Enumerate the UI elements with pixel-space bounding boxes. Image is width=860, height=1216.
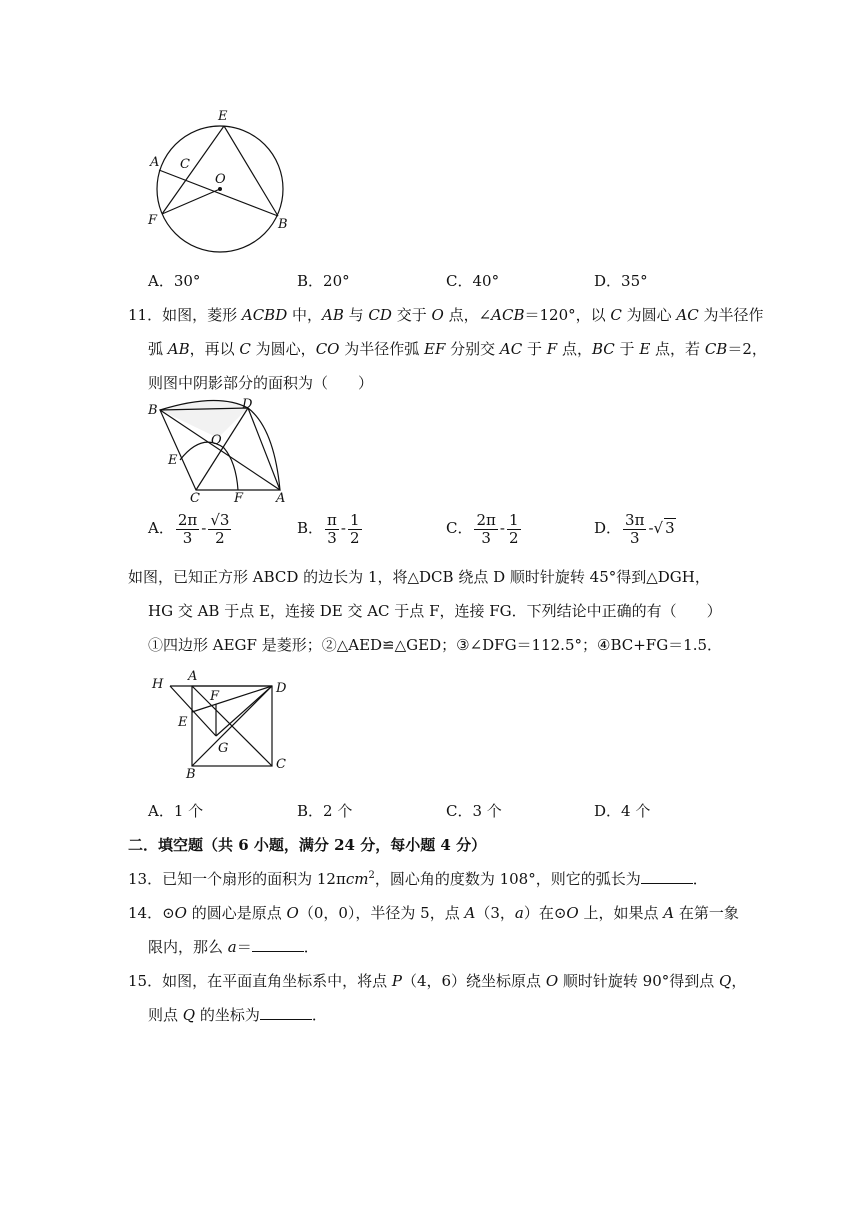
q10-label-O: O [215,172,226,187]
q13-answer-blank[interactable] [641,869,693,884]
q12-label-B: B [186,767,196,780]
q12-label-A: A [188,669,198,684]
q12-figure [146,668,296,780]
q11-label-F: F [234,491,244,504]
q12-label-D: D [276,681,287,696]
q10-center-dot [218,187,222,191]
q15-answer-blank[interactable] [260,1005,312,1020]
q11-label-B: B [148,403,158,418]
q10-label-B: B [278,217,288,232]
q10-option-d: D．35° [594,272,648,290]
q12-segment-GD [216,686,272,736]
q12-option-a: A．1 个 [148,802,204,820]
q11-line-2: 弧 AB，再以 C 为圆心，CO 为半径作弧 EF 分别交 AC 于 F 点，BC 于 E 点，若 CB＝2， [148,340,767,358]
q13-line: 13．已知一个扇形的面积为 12πcm$^2$，圆心角的度数为 108°，则它的弧长为 ． [128,870,708,888]
q11-line-1: 11．如图，菱形 ACBD 中，AB 与 CD 交于 O 点，∠ACB＝120°，以 C 为圆心 AC 为半径作 [128,306,764,324]
q11-option-b: B． $\frac{\pi}{3}$ - $\frac{1}{2}$ [297,511,360,547]
q12-line-2: HG 交 AB 于点 E，连接 DE 交 AC 于点 F，连接 FG．下列结论中正确的有（ ） [148,602,722,620]
q12-line-1: 如图，已知正方形 ABCD 的边长为 1，将△DCB 绕点 D 顺时针旋转 45°得到△DGH， [128,568,710,586]
q11-number: 11． [128,306,163,324]
q11-option-a: A． $\frac{2\pi}{3}$ - $\frac{√3}{2}$ [148,511,230,547]
q12-label-E: E [178,715,188,730]
q12-line-3: ①四边形 AEGF 是菱形；②△AED≌△GED；③∠DFG＝112.5°；④BC+FG＝1.5． [148,636,723,654]
q12-segment-DE [192,686,272,712]
q10-label-F: F [148,213,158,228]
q11-shaded-region [160,401,248,438]
q11-label-C: C [190,491,200,504]
q10-figure [140,104,300,264]
q15-line-1: 15．如图，在平面直角坐标系中，将点 P（4，6）绕坐标原点 O 顺时针旋转 90°得到点 Q， [128,972,747,990]
q11-arc-EF [180,442,238,490]
q10-segment-EB [224,126,278,216]
q11-label-E: E [168,453,178,468]
section-2-heading: 二．填空题（共 6 小题，满分 24 分，每小题 4 分） [128,836,487,854]
q10-option-c: C．40° [446,272,500,290]
q10-options [0,270,860,294]
q12-option-c: C．3 个 [446,802,502,820]
q11-option-d: D． $\frac{3\pi}{3}$ -√ 3 [594,511,675,547]
q15-line-2: 则点 Q 的坐标为 ． [148,1006,327,1024]
q12-label-H: H [152,677,164,692]
q12-option-b: B．2 个 [297,802,353,820]
q12-option-d: D．4 个 [594,802,651,820]
q12-options [0,800,860,824]
q14-answer-blank[interactable] [252,937,304,952]
q14-line-1: 14．⊙O 的圆心是原点 O（0，0），半径为 5，点 A（3，a）在⊙O 上，如果点 A 在第一象 [128,904,739,922]
q11-option-c: C． $\frac{2\pi}{3}$ - $\frac{1}{2}$ [446,511,519,547]
q10-option-a: A．30° [148,272,201,290]
q11-figure [144,398,294,504]
q11-line-3: 则图中阴影部分的面积为（ ） [148,374,374,392]
q10-option-b: B．20° [297,272,350,290]
q11-options [0,512,860,556]
q11-label-D: D [242,398,253,412]
q12-label-F: F [210,689,220,704]
q11-label-A: A [276,491,286,504]
q14-line-2: 限内，那么 a＝ ． [148,938,319,956]
q10-label-A: A [150,155,160,170]
q10-label-C: C [180,157,190,172]
q12-label-G: G [218,741,229,756]
q12-label-C: C [276,757,286,772]
q10-label-E: E [218,109,228,124]
q11-label-O: O [211,433,222,448]
